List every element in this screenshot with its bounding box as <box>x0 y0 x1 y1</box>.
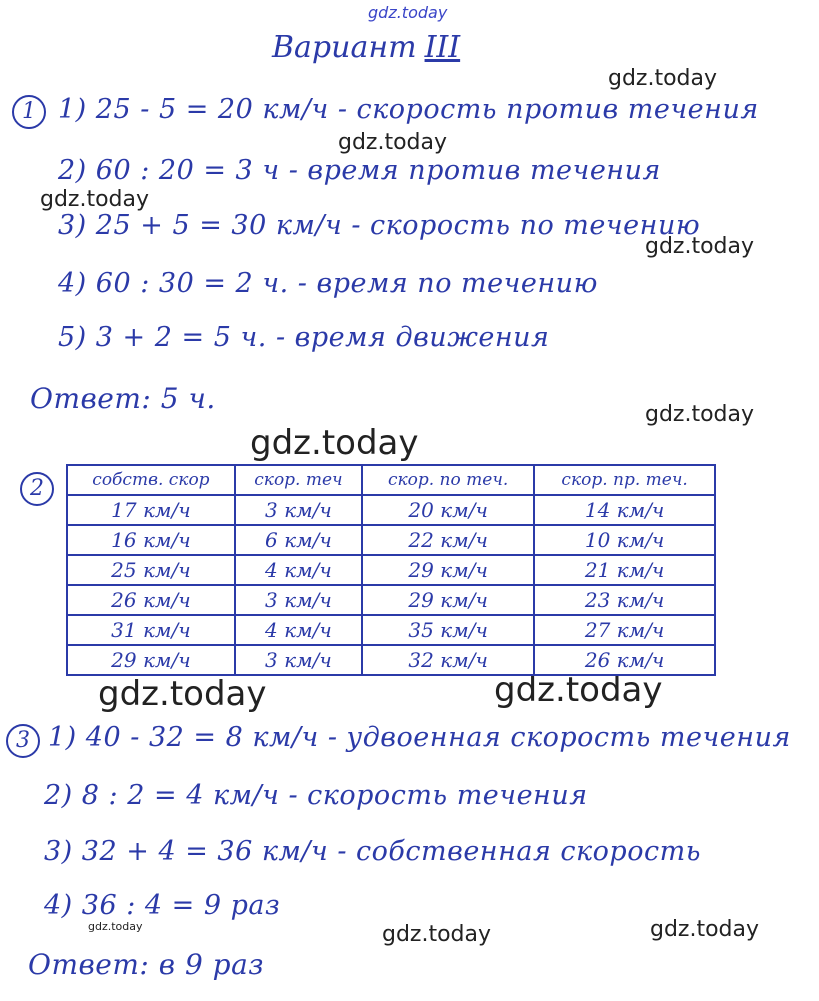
watermark: gdz.today <box>88 920 143 933</box>
table-cell: 22 км/ч <box>362 525 534 555</box>
table-header: скор. теч <box>235 465 362 495</box>
task1-line-5: 5) 3 + 2 = 5 ч. - время движения <box>58 322 550 353</box>
table-cell: 31 км/ч <box>67 615 235 645</box>
task3-number: 3 <box>6 724 40 758</box>
table-cell: 14 км/ч <box>534 495 715 525</box>
table-cell: 29 км/ч <box>362 555 534 585</box>
task3-answer: Ответ: в 9 раз <box>28 948 265 981</box>
table-row <box>67 645 715 675</box>
table-cell: 29 км/ч <box>362 585 534 615</box>
watermark: gdz.today <box>645 402 755 427</box>
watermark: gdz.today <box>382 922 492 947</box>
watermark: gdz.today <box>98 674 267 714</box>
task3-line-4: 4) 36 : 4 = 9 раз <box>44 890 281 921</box>
watermark: gdz.today <box>250 423 419 463</box>
table-cell: 10 км/ч <box>534 525 715 555</box>
table-header: собств. скор <box>67 465 235 495</box>
table-cell: 35 км/ч <box>362 615 534 645</box>
watermark-top: gdz.today <box>368 3 448 22</box>
watermark: gdz.today <box>608 66 718 91</box>
table-cell: 21 км/ч <box>534 555 715 585</box>
task3-line-1: 1) 40 - 32 = 8 км/ч - удвоенная скорость течения <box>48 722 791 753</box>
table-row <box>67 615 715 645</box>
watermark: gdz.today <box>494 670 663 710</box>
table-cell: 3 км/ч <box>235 645 362 675</box>
watermark: gdz.today <box>650 917 760 942</box>
task1-line-3: 3) 25 + 5 = 30 км/ч - скорость по течению <box>58 210 701 241</box>
table-cell: 16 км/ч <box>67 525 235 555</box>
table-cell: 32 км/ч <box>362 645 534 675</box>
table-row <box>67 555 715 585</box>
table-cell: 25 км/ч <box>67 555 235 585</box>
watermark: gdz.today <box>40 187 150 212</box>
table-cell: 4 км/ч <box>235 555 362 585</box>
title-variant: Вариант <box>272 30 417 65</box>
table-cell: 20 км/ч <box>362 495 534 525</box>
watermark: gdz.today <box>338 130 448 155</box>
table-row <box>67 525 715 555</box>
task1-number: 1 <box>12 95 46 129</box>
table-cell: 4 км/ч <box>235 615 362 645</box>
table-cell: 17 км/ч <box>67 495 235 525</box>
table-cell: 26 км/ч <box>534 645 715 675</box>
table-cell: 27 км/ч <box>534 615 715 645</box>
table-cell: 3 км/ч <box>235 585 362 615</box>
table-header: скор. по теч. <box>362 465 534 495</box>
task2-number: 2 <box>20 472 54 506</box>
table-row <box>67 495 715 525</box>
table-cell: 26 км/ч <box>67 585 235 615</box>
table-header-row <box>67 465 715 495</box>
table-row <box>67 585 715 615</box>
task3-line-2: 2) 8 : 2 = 4 км/ч - скорость течения <box>44 780 588 811</box>
title-roman: III <box>424 30 461 65</box>
table-header: скор. пр. теч. <box>534 465 715 495</box>
table-cell: 23 км/ч <box>534 585 715 615</box>
table-cell: 6 км/ч <box>235 525 362 555</box>
table-cell: 3 км/ч <box>235 495 362 525</box>
speed-table <box>66 464 716 676</box>
watermark: gdz.today <box>645 234 755 259</box>
table-cell: 29 км/ч <box>67 645 235 675</box>
task1-line-2: 2) 60 : 20 = 3 ч - время против течения <box>58 155 661 186</box>
task3-line-3: 3) 32 + 4 = 36 км/ч - собственная скорость <box>44 836 701 867</box>
task1-line-1: 1) 25 - 5 = 20 км/ч - скорость против течения <box>58 94 759 125</box>
task1-line-4: 4) 60 : 30 = 2 ч. - время по течению <box>58 268 598 299</box>
page-title <box>272 30 460 65</box>
task1-answer: Ответ: 5 ч. <box>30 382 216 415</box>
